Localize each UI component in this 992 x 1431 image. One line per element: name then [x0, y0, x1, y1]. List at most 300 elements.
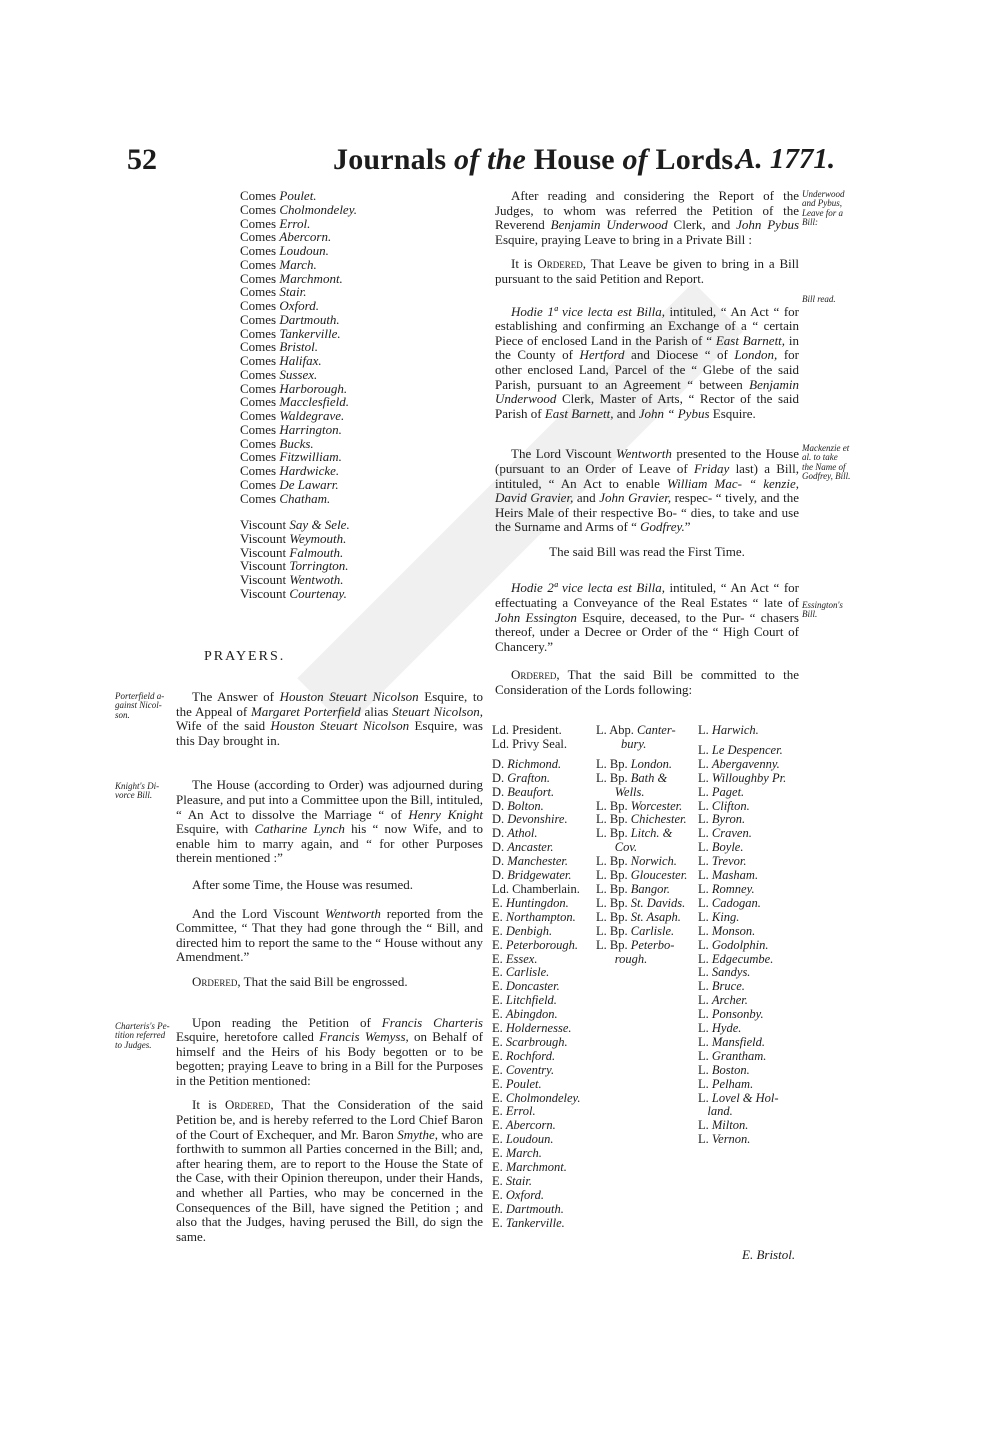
- text-run: Clerk, and: [667, 217, 737, 233]
- committee-lord-entry: [698, 1008, 786, 1022]
- lord-present-entry: [240, 368, 357, 382]
- lord-title: Poulet.: [279, 188, 317, 203]
- italic-run: Peterborough.: [505, 937, 578, 952]
- lord-present-entry: [240, 559, 350, 573]
- committee-lord-entry: [492, 724, 581, 738]
- paragraph-underwood-leave: [495, 257, 799, 286]
- text-run: L.: [698, 826, 712, 841]
- prayers-heading: PRAYERS.: [204, 649, 286, 664]
- italic-run: bury.: [621, 736, 647, 751]
- italic-run: Pelham.: [711, 1076, 754, 1091]
- italic-run: Ancaster.: [507, 840, 554, 855]
- italic-run: Manchester.: [507, 854, 569, 869]
- committee-lord-entry: [596, 869, 687, 883]
- italic-run: Grafton.: [507, 770, 550, 785]
- lord-title: Harrington.: [279, 421, 342, 437]
- lord-rank: Comes: [240, 229, 280, 245]
- committee-lord-entry: [492, 841, 581, 855]
- text-run: It is: [511, 256, 538, 272]
- text-run: E.: [492, 993, 506, 1008]
- paragraph-committee-report: [176, 907, 483, 965]
- committee-lord-entry: [698, 911, 786, 925]
- text-run: E.: [492, 937, 506, 952]
- committee-lord-entry: [492, 953, 581, 967]
- committee-lord-entry: [698, 841, 786, 855]
- catchword-text: E. Bristol.: [742, 1247, 796, 1262]
- text-run: [596, 840, 615, 854]
- text-run: L.: [698, 937, 712, 952]
- committee-lord-entry: [492, 1175, 581, 1189]
- text-run: E.: [492, 1034, 506, 1049]
- margin-note-underwood: [802, 190, 887, 228]
- italic-run: rough.: [614, 951, 648, 966]
- text-run: Clerk, Master of Arts, “ Rector of the said Parish of: [495, 391, 799, 421]
- committee-lord-entry: [492, 994, 581, 1008]
- text-run: Ld. Chamberlain.: [492, 881, 580, 896]
- committee-lord-entry: [596, 786, 687, 800]
- italic-run: Le Despencer.: [711, 742, 783, 757]
- text-run: intituled, “ An Act “ for effectuating a Conveyance of the Real Estates “ late of: [495, 580, 799, 611]
- lord-present-entry: [240, 230, 357, 244]
- lord-title: Hardwicke.: [279, 463, 340, 478]
- present-earls-list: [240, 189, 357, 505]
- lord-rank: Viscount: [240, 517, 290, 532]
- margin-note-line: Charteris's Pe-: [115, 1021, 170, 1031]
- paragraph-committed: [495, 668, 799, 697]
- lord-present-entry: [240, 244, 357, 258]
- italic-run: Lovel & Hol-: [711, 1090, 779, 1105]
- italic-run: Godolphin.: [711, 937, 769, 952]
- text-run: intituled, “ An Act “ for establishing and confirming an Exchange of a “ certain Piece of enclosed Land in the Parish of “: [495, 303, 799, 348]
- italic-run: Hyde.: [711, 1021, 742, 1036]
- committee-lord-entry: [596, 897, 687, 911]
- italic-run: London,: [734, 347, 778, 363]
- committee-lord-entry: [698, 1133, 786, 1147]
- committee-lord-entry: [492, 1050, 581, 1064]
- text-run: L. Bp.: [596, 909, 631, 924]
- lord-title: Stair.: [279, 284, 307, 300]
- margin-note-line: Mackenzie et: [802, 443, 850, 453]
- text-run: E.: [492, 1104, 506, 1119]
- text-run: [596, 737, 621, 751]
- lord-rank: Comes: [240, 435, 280, 451]
- committee-lord-entry: [492, 1217, 581, 1231]
- text-run: in the County of: [495, 332, 799, 363]
- text-run: L.: [698, 868, 712, 883]
- lord-present-entry: [240, 382, 357, 396]
- margin-note-charteris: [115, 1022, 177, 1050]
- margin-note-line: son.: [115, 709, 130, 720]
- committee-lord-entry: [698, 869, 786, 883]
- margin-note-mackenzie: [802, 444, 887, 482]
- committee-lord-entry: [492, 800, 581, 814]
- committee-lord-entry: [492, 980, 581, 994]
- italic-run: Loudoun.: [505, 1132, 554, 1147]
- text-run: L.: [698, 784, 712, 799]
- lord-title: Abercorn.: [279, 229, 332, 245]
- italic-run: Steuart Nicolson,: [392, 703, 483, 719]
- lord-rank: Viscount: [240, 558, 290, 574]
- text-run: E.: [492, 1118, 506, 1133]
- margin-note-line: tition referred: [115, 1030, 166, 1041]
- margin-note-line: al. to take: [802, 452, 838, 463]
- committee-lord-entry: [698, 1092, 786, 1106]
- lord-title: Marchmont.: [279, 270, 343, 286]
- italic-run: William Mac- “ kenzie, David Gravier,: [495, 475, 800, 506]
- lord-rank: Comes: [240, 394, 280, 410]
- italic-run: Houston Steuart Nicolson: [270, 718, 410, 734]
- text-run: last) a Bill, intituled, “ An Act to enable: [495, 460, 799, 491]
- lord-present-entry: [240, 573, 350, 587]
- text-run: E.: [492, 1090, 506, 1105]
- lord-present-entry: [240, 217, 357, 231]
- text-run: L.: [698, 840, 712, 855]
- italic-run: Paget.: [711, 784, 745, 799]
- text-run: E.: [492, 1132, 506, 1147]
- text-run: L.: [698, 1048, 712, 1063]
- committee-lord-entry: [596, 800, 687, 814]
- italic-run: Benjamin Underwood: [495, 376, 799, 407]
- italic-run: Bridgewater.: [507, 868, 572, 883]
- italic-run: Edgecumbe.: [711, 951, 774, 966]
- text-run: D.: [492, 812, 508, 827]
- text-run: on Behalf of himself and the Heirs of his Body begotten or to be begotten; praying Leave to bring in a Bill for the Purposes in the Petition mentioned:: [176, 1029, 484, 1088]
- paragraph-underwood-report: [495, 189, 799, 247]
- committee-lord-entry: [698, 939, 786, 953]
- lord-title: Sussex.: [279, 366, 318, 382]
- text-run: L. Bp.: [596, 881, 631, 896]
- italic-run: Clifton.: [711, 798, 750, 813]
- text-run: E.: [492, 909, 506, 924]
- text-run: E.: [492, 1007, 506, 1022]
- italic-run: Harwich.: [711, 723, 759, 737]
- text-run: L.: [698, 1076, 712, 1091]
- margin-note-knight-divorce: [115, 782, 177, 801]
- paragraph-knight-committee: [176, 778, 483, 866]
- lord-title: Harborough.: [279, 380, 348, 396]
- italic-run: Archer.: [711, 993, 748, 1008]
- page-number: 52: [127, 143, 157, 176]
- text-run: and: [613, 405, 639, 421]
- text-run: L.: [698, 723, 712, 737]
- committee-lord-entry: [698, 827, 786, 841]
- committee-lord-entry: [698, 1064, 786, 1078]
- text-run: E.: [492, 1160, 506, 1175]
- italic-run: Masham.: [711, 868, 759, 883]
- lord-rank: Viscount: [240, 530, 290, 546]
- lord-title: Wentwoth.: [289, 572, 344, 587]
- italic-run: John “ Pybus: [638, 405, 710, 421]
- lord-present-entry: [240, 258, 357, 272]
- committee-lord-entry: [698, 966, 786, 980]
- text-run: D.: [492, 784, 508, 799]
- text-run: D.: [492, 770, 508, 785]
- committee-lord-entry: [698, 1119, 786, 1133]
- italic-run: Marchmont.: [505, 1160, 567, 1175]
- text-run: , That the Consideration of the said Petition be, and is hereby referred to the Lord Chief Baron of the Court of Exchequer, and Mr. Baron: [176, 1097, 483, 1142]
- margin-note-line: the Name of: [802, 461, 846, 472]
- committee-lord-entry: [596, 813, 687, 827]
- italic-run: Essex.: [505, 951, 538, 966]
- lord-present-entry: [240, 395, 357, 409]
- committee-lord-entry: [698, 1050, 786, 1064]
- italic-run: King.: [711, 909, 740, 924]
- committee-lord-entry: [492, 1078, 581, 1092]
- committee-lord-entry: [596, 911, 687, 925]
- text-run: L.: [698, 798, 712, 813]
- lord-title: Torrington.: [289, 558, 349, 574]
- lord-rank: Comes: [240, 215, 280, 231]
- margin-note-line: Godfrey, Bill.: [802, 471, 851, 482]
- lord-rank: Comes: [240, 366, 280, 382]
- lord-title: Bristol.: [279, 339, 319, 355]
- italic-run: Cholmondeley.: [505, 1090, 581, 1105]
- right-text-column: [495, 189, 799, 708]
- italic-run: John Pybus: [736, 217, 800, 233]
- margin-note-line: Bill.: [802, 609, 818, 620]
- text-run: L.: [698, 923, 712, 938]
- italic-run: Willoughby Pr.: [711, 770, 787, 785]
- paragraph-underwood-bill: [495, 305, 799, 422]
- text-run: L.: [698, 1021, 712, 1036]
- lord-rank: Comes: [240, 408, 280, 423]
- text-run: L.: [698, 979, 712, 994]
- lord-present-entry: [240, 409, 357, 423]
- text-run: L. Bp.: [596, 854, 631, 869]
- text-run: E.: [492, 1048, 506, 1063]
- committee-lord-entry: [492, 827, 581, 841]
- text-run: [698, 1104, 707, 1118]
- left-text-column: [176, 690, 483, 1254]
- text-run: The House (according to Order) was adjourned during Pleasure, and put into a Committee upon the Bill, intituled, “ An Act to dissolve the Marriage “ of: [176, 777, 483, 822]
- small-caps-run: Ordered: [225, 1097, 271, 1113]
- margin-note-line: to Judges.: [115, 1039, 152, 1050]
- catchword: [742, 1247, 795, 1263]
- text-run: [596, 952, 615, 966]
- italic-run: Vernon.: [711, 1132, 751, 1147]
- lord-rank: Comes: [240, 325, 280, 341]
- lord-present-entry: [240, 478, 357, 492]
- title-part: the: [487, 143, 527, 176]
- committee-list-bishops: [596, 724, 687, 966]
- italic-run: Coventry.: [505, 1062, 555, 1077]
- lord-rank: Comes: [240, 284, 280, 300]
- lord-rank: Comes: [240, 201, 280, 217]
- italic-run: Craven.: [711, 826, 752, 841]
- committee-lord-entry: [596, 855, 687, 869]
- italic-run: Godfrey.: [640, 519, 685, 535]
- lord-present-entry: [240, 272, 357, 286]
- text-run: his “ now Wife, and to enable him to marry again, and “ for other Purposes therein mentioned :”: [176, 821, 483, 866]
- committee-lord-entry: [492, 1133, 581, 1147]
- title-part: of: [622, 143, 648, 176]
- italic-run: John Essington: [495, 609, 577, 625]
- italic-run: Tankerville.: [505, 1215, 565, 1230]
- text-run: L.: [698, 909, 712, 924]
- committee-lord-entry: [492, 738, 581, 752]
- text-run: D.: [492, 854, 508, 869]
- committee-lord-entry: [596, 772, 687, 786]
- text-run: , That the said Bill be engrossed.: [237, 973, 408, 989]
- margin-note-line: Knight's Di-: [115, 781, 160, 791]
- margin-note-essington: [802, 601, 887, 620]
- title-part: of: [446, 143, 488, 176]
- text-run: L.: [698, 1132, 712, 1147]
- committee-lord-entry: [492, 786, 581, 800]
- committee-lord-entry: [492, 911, 581, 925]
- text-run: D.: [492, 826, 508, 841]
- text-run: E.: [492, 1076, 506, 1091]
- lord-title: Chatham.: [279, 490, 331, 506]
- margin-note-bill-read: [802, 295, 887, 304]
- lord-rank: Comes: [240, 339, 280, 355]
- text-run: E.: [492, 1215, 506, 1230]
- text-run: L. Bp.: [596, 895, 631, 910]
- italic-run: Northampton.: [505, 909, 576, 924]
- lord-present-entry: [240, 587, 350, 601]
- text-run: The Lord Viscount: [511, 446, 616, 462]
- paragraph-porterfield-answer: [176, 690, 483, 748]
- text-run: Esquire, heretofore called: [176, 1029, 320, 1045]
- italic-run: Boston.: [711, 1062, 750, 1077]
- text-run: E.: [492, 923, 506, 938]
- italic-run: Cadogan.: [711, 895, 761, 910]
- margin-note-line: Essington's: [802, 600, 843, 610]
- lord-rank: Viscount: [240, 544, 290, 560]
- margin-note-line: Bill:: [802, 217, 818, 228]
- running-title: [333, 143, 741, 177]
- lord-present-entry: [240, 189, 357, 203]
- italic-run: Wentworth: [616, 446, 672, 462]
- lord-present-entry: [240, 340, 357, 354]
- text-run: Esquire, praying Leave to bring in a Private Bill :: [495, 231, 753, 247]
- committee-lord-entry: [492, 1008, 581, 1022]
- page-year: A. 1771.: [736, 143, 836, 175]
- committee-lord-entry: [492, 1203, 581, 1217]
- lord-title: Tankerville.: [279, 325, 341, 341]
- text-run: respec- “ tively, and the Heirs Male of their respective Bo- “ dies, to take and use the Surname and Arms of “: [495, 490, 799, 535]
- italic-run: St. Asaph.: [630, 909, 681, 924]
- lord-title: De Lawarr.: [279, 476, 339, 492]
- text-run: L.: [698, 854, 712, 869]
- committee-lord-entry: [492, 966, 581, 980]
- lord-present-entry: [240, 327, 357, 341]
- committee-lord-entry: [596, 841, 687, 855]
- italic-run: Richmond.: [507, 756, 562, 771]
- italic-run: Litch. &: [630, 826, 673, 841]
- lord-rank: Comes: [240, 256, 280, 272]
- italic-run: Devonshire.: [507, 812, 568, 827]
- committee-lord-entry: [492, 897, 581, 911]
- committee-list-barons: [698, 724, 786, 1147]
- title-part: Lords.: [647, 143, 741, 176]
- committee-lord-entry: [492, 1161, 581, 1175]
- text-run: Esquire, to the Appeal of: [176, 689, 483, 719]
- text-run: E.: [492, 1174, 506, 1188]
- italic-run: John Gravier,: [599, 490, 672, 506]
- text-run: E.: [492, 1021, 506, 1036]
- lord-title: Courtenay.: [289, 585, 347, 601]
- lord-present-entry: [240, 450, 357, 464]
- italic-run: Francis Charteris: [381, 1014, 483, 1030]
- committee-lord-entry: [596, 925, 687, 939]
- text-run: E.: [492, 965, 506, 980]
- italic-run: Doncaster.: [505, 979, 560, 994]
- committee-lord-entry: [492, 772, 581, 786]
- lord-title: Macclesfield.: [279, 394, 350, 410]
- paragraph-charteris-ordered: [176, 1098, 483, 1244]
- lord-present-entry: [240, 423, 357, 437]
- text-run: And the Lord Viscount: [192, 905, 326, 921]
- italic-run: Athol.: [507, 826, 538, 841]
- italic-run: Boyle.: [711, 840, 744, 855]
- text-run: L. Bp.: [596, 826, 631, 841]
- text-run: D.: [492, 840, 508, 855]
- text-run: L. Bp.: [596, 937, 631, 952]
- lord-rank: Comes: [240, 298, 280, 313]
- italic-run: Denbigh.: [505, 923, 553, 938]
- italic-run: land.: [707, 1104, 733, 1119]
- lord-present-entry: [240, 532, 350, 546]
- text-run: Upon reading the Petition of: [192, 1014, 382, 1030]
- text-run: alias: [360, 703, 393, 719]
- text-run: L.: [698, 881, 712, 896]
- committee-lord-entry: [698, 953, 786, 967]
- text-run: Wife of the said: [176, 718, 271, 734]
- text-run: L.: [698, 1118, 712, 1133]
- lord-rank: Comes: [240, 421, 280, 437]
- committee-list-dukes-earls: [492, 724, 581, 1231]
- italic-run: Litchfield.: [505, 993, 557, 1008]
- committee-lord-entry: [492, 1189, 581, 1203]
- lord-title: Loudoun.: [279, 243, 329, 258]
- lord-rank: Comes: [240, 449, 280, 465]
- committee-lord-entry: [698, 758, 786, 772]
- committee-lord-entry: [492, 1147, 581, 1161]
- committee-lord-entry: [492, 1064, 581, 1078]
- lord-rank: Comes: [240, 311, 280, 327]
- italic-run: Abergavenny.: [711, 756, 780, 771]
- committee-lord-entry: [698, 1105, 786, 1119]
- italic-run: Oxford.: [505, 1187, 544, 1202]
- lord-title: Fitzwilliam.: [279, 449, 342, 465]
- italic-run: Norwich.: [630, 854, 677, 869]
- lord-title: Falmouth.: [289, 544, 344, 560]
- italic-run: Rochford.: [505, 1048, 556, 1063]
- italic-run: Monson.: [711, 923, 756, 938]
- text-run: L.: [698, 1090, 712, 1105]
- committee-lord-entry: [596, 953, 687, 967]
- text-run: E.: [492, 1062, 506, 1077]
- italic-run: Bangor.: [630, 881, 670, 896]
- committee-lord-entry: [698, 855, 786, 869]
- italic-run: Stair.: [505, 1174, 532, 1188]
- text-run: ”: [684, 519, 691, 535]
- lord-rank: Viscount: [240, 585, 290, 601]
- committee-lord-entry: [492, 1036, 581, 1050]
- text-run: E.: [492, 895, 506, 910]
- committee-lord-entry: [596, 758, 687, 772]
- text-run: L.: [698, 756, 712, 771]
- paragraph-essington-bill: [495, 581, 799, 654]
- present-viscounts-list: [240, 518, 350, 601]
- text-run: D.: [492, 868, 508, 883]
- text-run: The said Bill was read the First Time.: [549, 543, 745, 559]
- paragraph-charteris-petition: [176, 1016, 483, 1089]
- margin-note-line: Underwood: [802, 189, 845, 199]
- committee-lord-entry: [596, 939, 687, 953]
- lord-rank: Comes: [240, 490, 280, 506]
